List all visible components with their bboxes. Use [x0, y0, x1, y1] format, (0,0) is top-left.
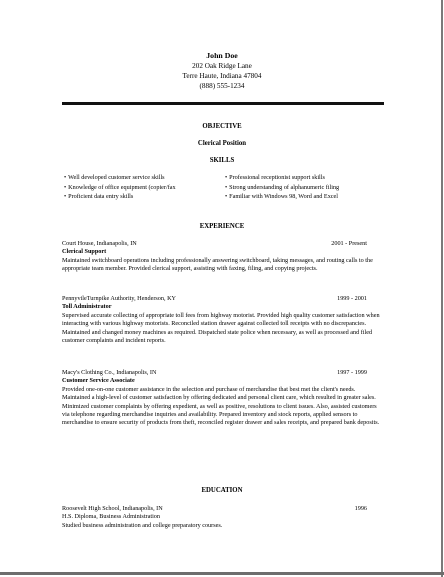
- skills-list-right: [225, 173, 339, 202]
- education-heading: EDUCATION: [201, 487, 243, 494]
- job-title: Toll Administrator: [62, 303, 112, 311]
- experience-heading: EXPERIENCE: [199, 223, 245, 230]
- applicant-name: John Doe: [206, 51, 238, 60]
- city-state-zip: Terre Haute, Indiana 47804: [182, 72, 262, 80]
- job-company: PennyvileTurnpike Authority, Henderson, KY: [62, 295, 177, 302]
- job-entry: [62, 295, 384, 345]
- job-title: Customer Service Associate: [62, 377, 135, 385]
- skill-item: • Familiar with Windows 98, Word and Excel: [225, 192, 339, 202]
- education-entry: [62, 505, 384, 530]
- degree: H.S. Diploma, Business Administration: [62, 513, 160, 521]
- street-address: 202 Oak Ridge Lane: [192, 62, 252, 70]
- graduation-year: 1996: [354, 505, 367, 512]
- job-entry: [62, 240, 384, 274]
- job-description: Provided one-on-one customer assistance in the selection and purchase of merchandise that best met the client's needs. Maintained a high-level of customer satisfaction by offering dedicated and personal client care, which resulted in greater sales. Minimized customer complaints by offering expedient, as well as positive, resolutions to client issues. Also, assisted customers via telephone regarding merchandise inquiries and availability. Prepared inventory and stock reports, applied sensors to merchandise to ensure security of products from theft, reconciled register drawer and sales receipts, and prepared bank deposits.: [62, 385, 380, 427]
- objective-heading: OBJECTIVE: [202, 123, 242, 130]
- skill-item: • Knowledge of office equipment (copier/fax: [64, 183, 176, 193]
- contact-header: [0, 51, 444, 91]
- objective-text: Clerical Position: [197, 140, 247, 147]
- job-dates: 2001 - Present: [331, 240, 367, 247]
- job-dates: 1999 - 2001: [337, 295, 367, 302]
- skill-item: • Well developed customer service skills: [64, 173, 176, 183]
- phone-number: (888) 555-1234: [199, 82, 245, 90]
- page-shadow-right: [441, 0, 443, 577]
- skill-item: • Proficient data entry skills: [64, 192, 176, 202]
- job-company: Macy's Clothing Co., Indianapolis, IN: [62, 369, 157, 376]
- skill-item: • Strong understanding of alphanumeric filing: [225, 183, 339, 193]
- page-shadow-bottom: [0, 572, 444, 575]
- header-divider: [62, 102, 384, 105]
- skill-item: • Professional receptionist support skills: [225, 173, 339, 183]
- skills-list-left: [64, 173, 176, 202]
- studies: Studied business administration and college preparatory courses.: [62, 521, 223, 529]
- job-description: Maintained switchboard operations including professionally answering switchboard, taking messages, and routing calls to the appropriate team member. Provided clerical support, assisting with faxing, filing, and copying projects.: [62, 256, 373, 273]
- job-description: Supervised accurate collecting of appropriate toll fees from highway motorist. Provided high quality customer satisfaction when interacting with various highway motorists. Reconciled station drawer against collected toll receipts with no discrepancies. Maintained and changed money machines as required. Dispatched state police when necessary, as well as processed and filed customer complaints and incident reports.: [62, 311, 380, 345]
- school-name: Roosevelt High School, Indianapolis, IN: [62, 505, 163, 512]
- job-title: Clerical Support: [62, 248, 107, 256]
- job-company: Court House, Indianapolis, IN: [62, 240, 137, 247]
- job-dates: 1997 - 1999: [337, 369, 367, 376]
- job-entry: [62, 369, 384, 428]
- skills-heading: SKILLS: [209, 157, 235, 164]
